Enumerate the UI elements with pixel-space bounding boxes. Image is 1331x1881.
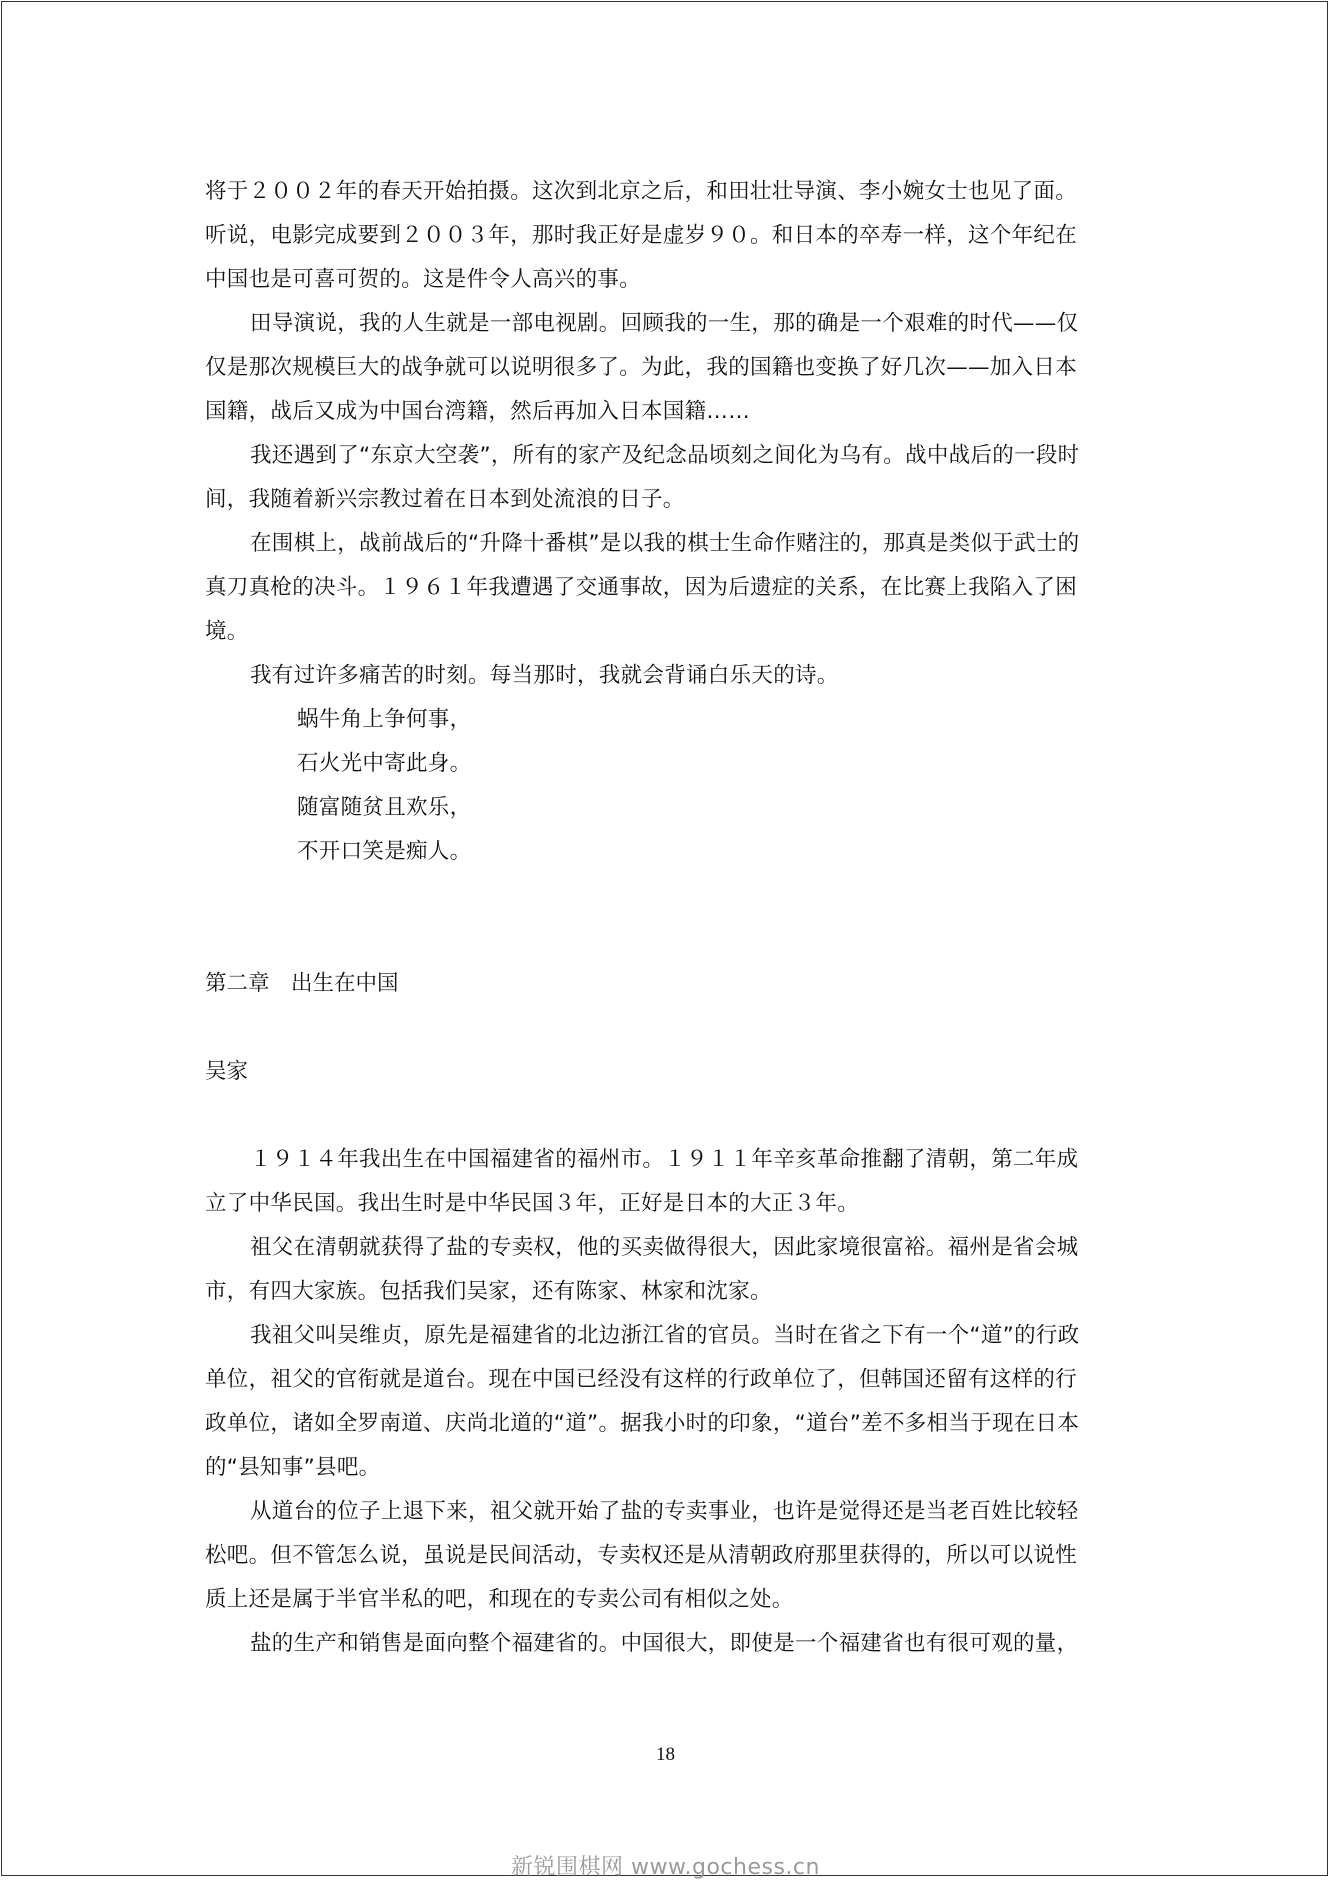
spacer: [205, 1094, 1129, 1138]
text-line: 我祖父叫吴维贞，原先是福建省的北边浙江省的官员。当时在省之下有一个“道”的行政: [250, 1323, 1080, 1348]
text-line: 国籍，战后又成为中国台湾籍，然后再加入日本国籍……: [205, 399, 751, 424]
text-line: 的“县知事”县吧。: [205, 1455, 381, 1480]
text-line: 将于２００２年的春天开始拍摄。这次到北京之后，和田壮壮导演、李小婉女士也见了面。: [205, 179, 1078, 204]
paragraph-6: [205, 1138, 1129, 1226]
text-line: 听说，电影完成要到２００３年，那时我正好是虚岁９０。和日本的卒寿一样，这个年纪在: [205, 223, 1078, 248]
text-line: 在围棋上，战前战后的“升降十番棋”是以我的棋士生命作赌注的，那真是类似于武士的: [250, 531, 1080, 556]
text-line: 田导演说，我的人生就是一部电视剧。回顾我的一生，那的确是一个艰难的时代——仅: [250, 311, 1079, 336]
paragraph-3: [205, 434, 1129, 522]
text-line: 市，有四大家族。包括我们吴家，还有陈家、林家和沈家。: [205, 1279, 772, 1304]
text-line: 立了中华民国。我出生时是中华民国３年，正好是日本的大正３年。: [205, 1191, 860, 1216]
chapter-title: 第二章 出生在中国: [205, 971, 399, 996]
paragraph-2: [205, 302, 1129, 434]
poem-line: 不开口笑是痴人。: [297, 839, 472, 864]
spacer: [205, 1006, 1129, 1050]
page-number: 18: [656, 1744, 675, 1765]
paragraph-10: [205, 1622, 1129, 1666]
spacer: [205, 874, 1129, 962]
text-line: 我有过许多痛苦的时刻。每当那时，我就会背诵白乐天的诗。: [250, 663, 839, 688]
poem-line: 随富随贫且欢乐，: [297, 795, 472, 820]
paragraph-5: [205, 654, 1129, 698]
paragraph-8: [205, 1314, 1129, 1490]
text-line: 从道台的位子上退下来，祖父就开始了盐的专卖事业，也许是觉得还是当老百姓比较轻: [250, 1499, 1079, 1524]
site-watermark: 新锐围棋网 www.gochess.cn: [511, 1855, 820, 1880]
poem-line: 蜗牛角上争何事，: [297, 707, 472, 732]
text-line: 我还遇到了“东京大空袭”，所有的家产及纪念品顷刻之间化为乌有。战中战后的一段时: [250, 443, 1080, 468]
text-line: 单位，祖父的官衔就是道台。现在中国已经没有这样的行政单位了，但韩国还留有这样的行: [205, 1367, 1078, 1392]
text-line: 松吧。但不管怎么说，虽说是民间活动，专卖权还是从清朝政府那里获得的，所以可以说性: [205, 1543, 1078, 1568]
text-line: 质上还是属于半官半私的吧，和现在的专卖公司有相似之处。: [205, 1587, 794, 1612]
text-line: 政单位，诸如全罗南道、庆尚北道的“道”。据我小时的印象，“道台”差不多相当于现在日本: [205, 1411, 1080, 1436]
paragraph-1: [205, 170, 1129, 302]
paragraph-9: [205, 1490, 1129, 1622]
text-line: 境。: [205, 619, 249, 644]
text-line: 间，我随着新兴宗教过着在日本到处流浪的日子。: [205, 487, 685, 512]
text-line: １９１４年我出生在中国福建省的福州市。１９１１年辛亥革命推翻了清朝，第二年成: [250, 1147, 1079, 1172]
paragraph-4: [205, 522, 1129, 654]
text-line: 祖父在清朝就获得了盐的专卖权，他的买卖做得很大，因此家境很富裕。福州是省会城: [250, 1235, 1079, 1260]
text-line: 真刀真枪的决斗。１９６１年我遭遇了交通事故，因为后遗症的关系，在比赛上我陷入了困: [205, 575, 1078, 600]
poem: [205, 698, 1129, 874]
poem-line: 石火光中寄此身。: [297, 751, 472, 776]
text-line: 盐的生产和销售是面向整个福建省的。中国很大，即使是一个福建省也有很可观的量，: [250, 1631, 1079, 1656]
section-title: 吴家: [205, 1059, 249, 1084]
paragraph-7: [205, 1226, 1129, 1314]
document-body: [205, 170, 1129, 1666]
text-line: 中国也是可喜可贺的。这是件令人高兴的事。: [205, 267, 642, 292]
text-line: 仅是那次规模巨大的战争就可以说明很多了。为此，我的国籍也变换了好几次——加入日本: [205, 355, 1078, 380]
